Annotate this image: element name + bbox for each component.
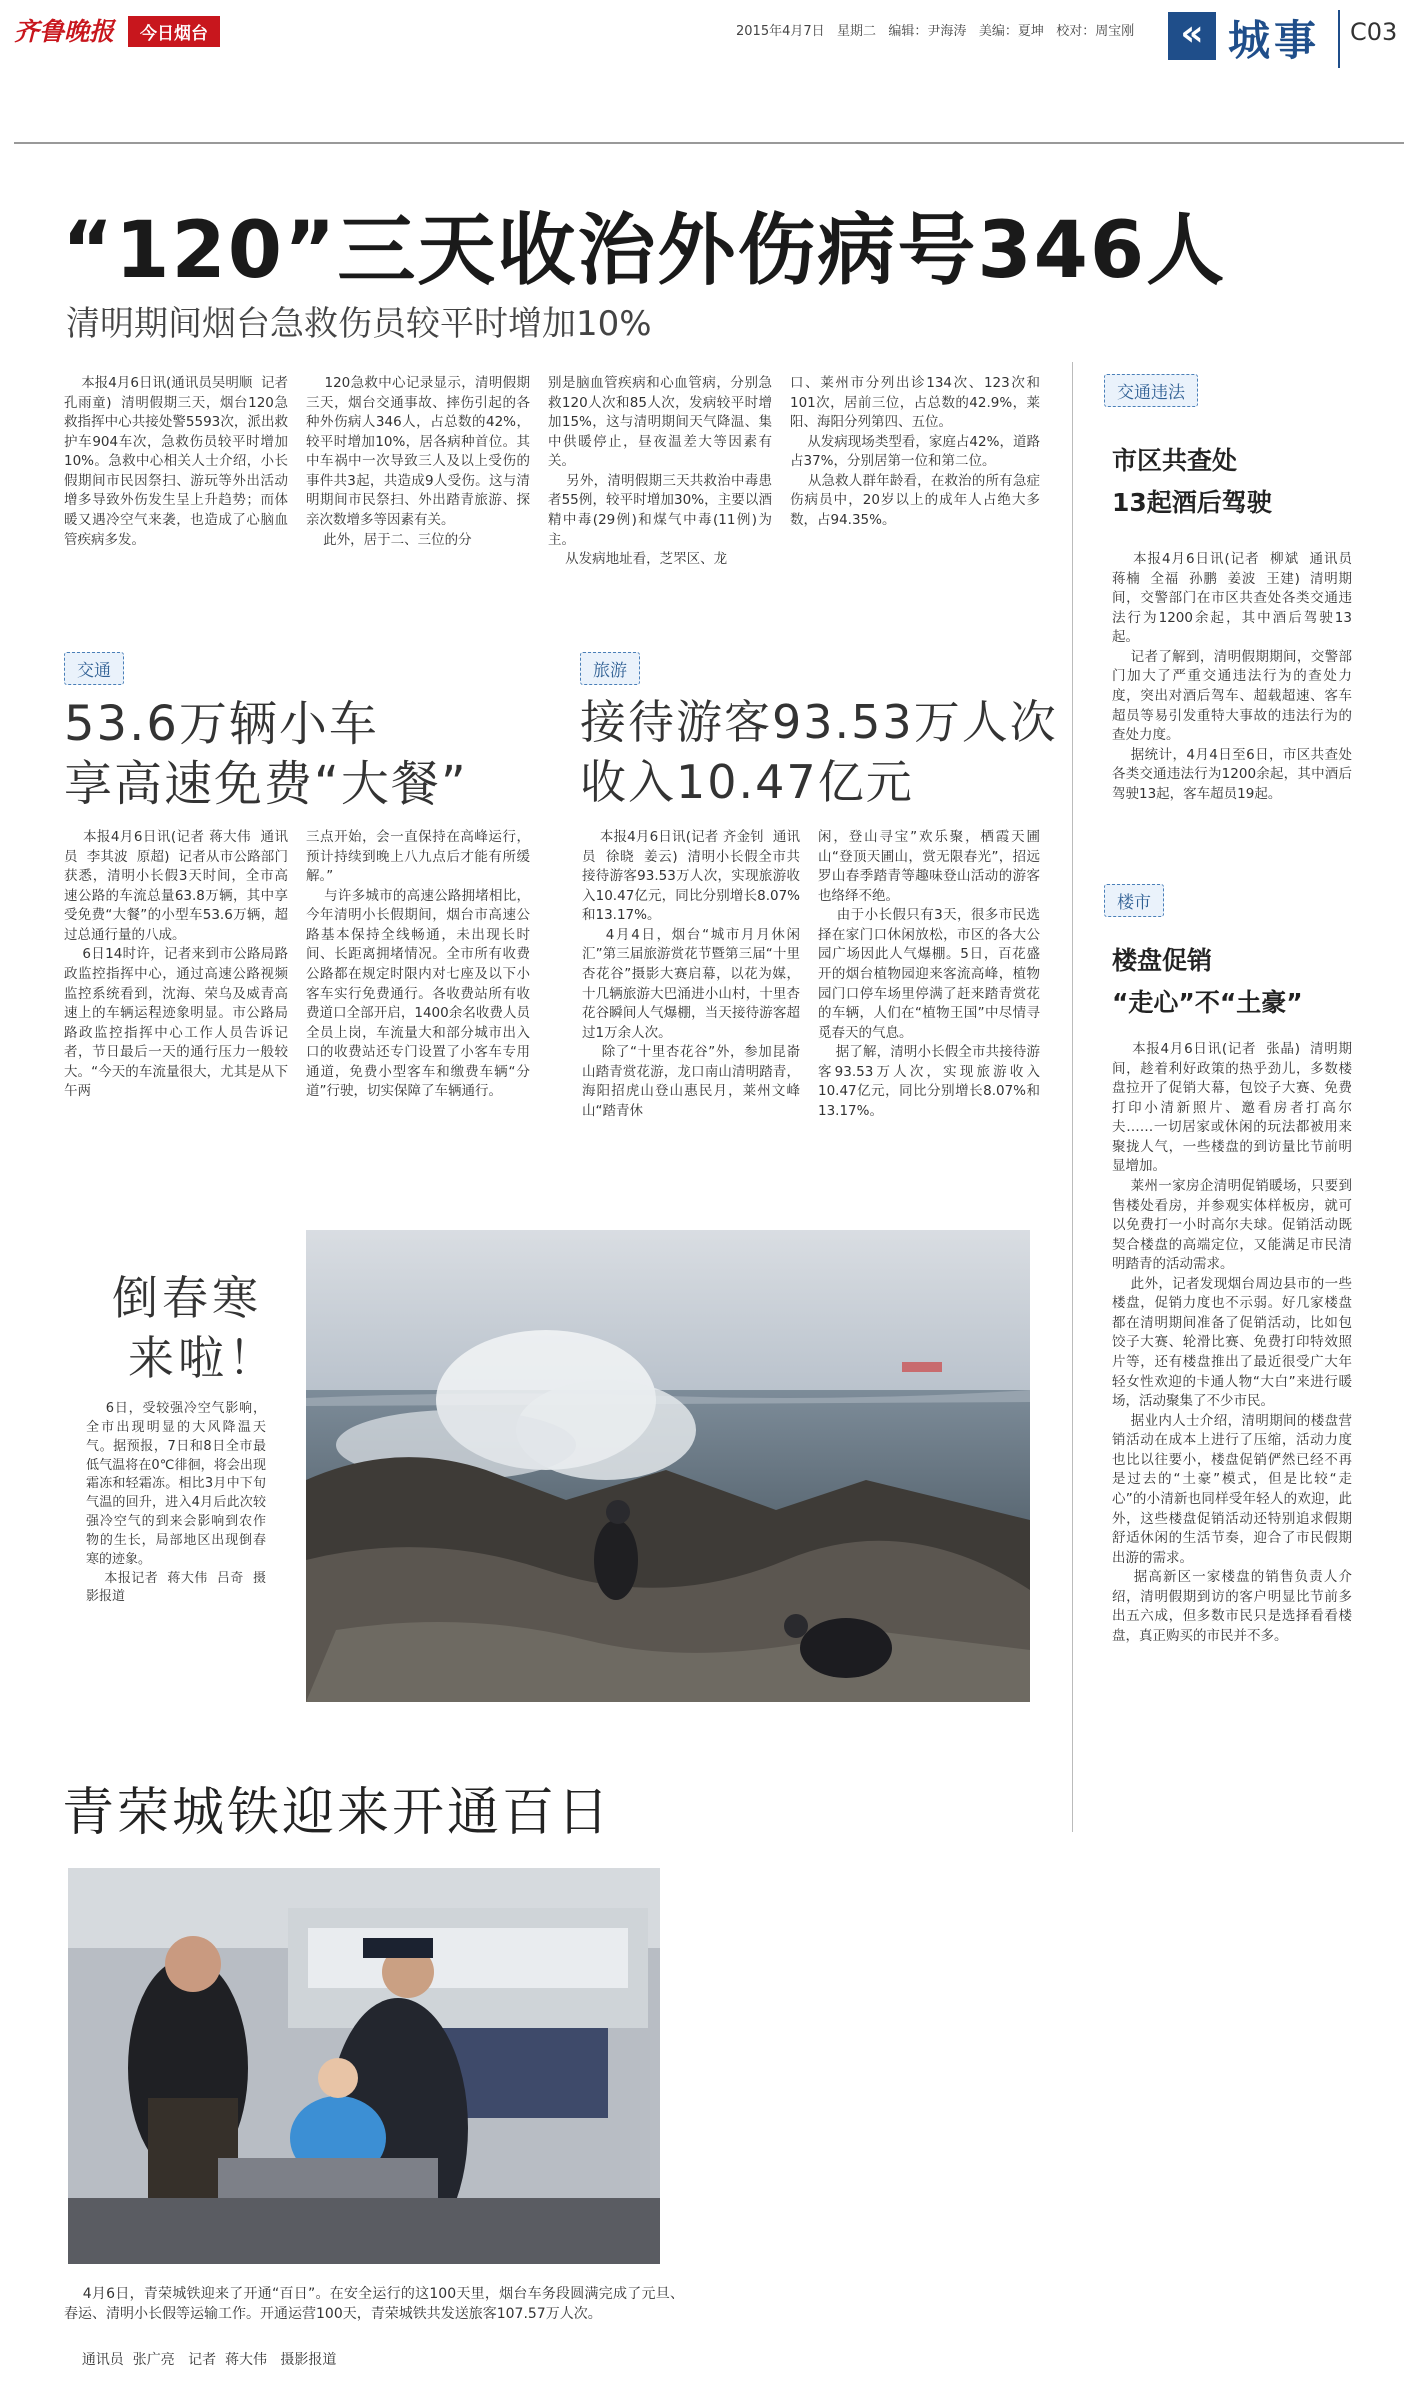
metro-credit: 通讯员 张广亮 记者 蒋大伟 摄影报道 xyxy=(64,2352,337,2368)
column-divider xyxy=(1338,10,1340,68)
violation-headline-2: 13起酒后驾驶 xyxy=(1112,488,1272,517)
traffic-col-1: 本报4月6日讯(记者 蒋大伟 通讯员 李其波 原超) 记者从市公路部门获悉，清明小长假3天时间，全市高速公路的车流总量63.8万辆，其中享受免费“大餐”的小型车53.6万辆，超过总通行量的八成。 6日14时许，记者来到市公路局路政监控指挥中心，通过高速公路视频监控系统看到，沈海、荣乌及威青高速上的车辆运程迹象明显。市公路局路政监控指挥中心工作人员告诉记者，节日最后一天的通行压力一般较大。“今天的车流量很大，尤其是从下午两 xyxy=(64,829,288,1100)
issue-meta: 2015年4月7日 星期二 编辑：尹海涛 美编：夏坤 校对：周宝刚 xyxy=(736,24,1135,39)
masthead xyxy=(0,0,1417,80)
coastal-wave-image xyxy=(306,1230,1030,1702)
property-headline-1: 楼盘促销 xyxy=(1112,946,1213,975)
column-badge xyxy=(1168,12,1216,60)
coastal-wave-photo xyxy=(306,1230,1030,1702)
property-headline-2: “走心”不“土豪” xyxy=(1112,988,1303,1017)
tourism-col-1: 本报4月6日讯(记者 齐金钊 通讯员 徐晓 姜云) 清明小长假全市共接待游客93.53万人次，实现旅游收入10.47亿元，同比分别增长8.07%和13.17%。 4月4日，烟台“城市月月休闲汇”第三届旅游赏花节暨第三届“十里杏花谷”摄影大赛启幕，以花为媒，十几辆旅游大巴涌进小山村，十里杏花谷瞬间人气爆棚，当天接待游客超过1万余人次。 除了“十里杏花谷”外，参加昆嵛山踏青赏花游，龙口南山清明踏青，海阳招虎山登山惠民月，莱州文峰山“踏青休 xyxy=(582,829,800,1119)
tag-traffic-violation: 交通违法 xyxy=(1104,374,1198,407)
tag-tourism: 旅游 xyxy=(580,652,640,685)
double-chevron-icon: « xyxy=(1180,13,1204,54)
newspaper-logo: 齐鲁晚报 xyxy=(14,17,115,46)
traffic-headline-2: 享高速免费“大餐” xyxy=(64,756,468,812)
column-title: 城事 xyxy=(1228,16,1321,65)
cold-text: 6日，受较强冷空气影响，全市出现明显的大风降温天气。据预报，7日和8日全市最低气温将在0℃徘徊，将会出现霜冻和轻霜冻。相比3月中下旬气温的回升，进入4月后此次较强冷空气的到来会影响到农作物的生长，局部地区出现倒春寒的迹象。 本报记者 蒋大伟 吕奇 摄影报道 xyxy=(86,1401,266,1605)
section-label: 今日烟台 xyxy=(128,16,220,47)
violation-text: 本报4月6日讯(记者 柳斌 通讯员 蒋楠 全福 孙鹏 姜波 王建) 清明期间，交警部门在市区共查处各类交通违法行为1200余起，其中酒后驾驶13起。 记者了解到，清明假期期间，交警部门加大了严重交通违法行为的查处力度，突出对酒后驾车、超载超速、客车超员等易引发重特大事故的违法行为的查处力度。 据统计，4月4日至6日，市区共查处各类交通违法行为1200余起，其中酒后驾驶13起，客车超员19起。 xyxy=(1112,551,1352,802)
main-subheadline: 清明期间烟台急救伤员较平时增加10% xyxy=(66,304,652,344)
train-station-image xyxy=(68,1868,660,2264)
tag-property: 楼市 xyxy=(1104,884,1164,917)
traffic-col-2: 三点开始，会一直保持在高峰运行，预计持续到晚上八九点后才能有所缓解。” 与许多城市的高速公路拥堵相比，今年清明小长假期间，烟台市高速公路基本保持全线畅通，未出现长时间、长距离拥堵情况。全市所有收费公路都在规定时限内对七座及以下小客车实行免费通行。各收费站所有收费道口全部开启，1400余名收费人员全员上岗，车流量大和部分城市出入口的收费站还专门设置了小客车专用通道，免费小型客车和缴费车辆“分道”行驶，切实保障了车辆通行。 xyxy=(306,829,531,1100)
tourism-headline-2: 收入10.47亿元 xyxy=(580,755,914,809)
tourism-headline-1: 接待游客93.53万人次 xyxy=(580,695,1058,749)
property-text: 本报4月6日讯(记者 张晶) 清明期间，趁着利好政策的热乎劲儿，多数楼盘拉开了促销大幕，包饺子大赛、免费打印小清新照片、邀看房者打高尔夫……一切居家或休闲的玩法都被用来聚拢人气，一些楼盘的到访量比节前明显增加。 莱州一家房企清明促销暖场，只要到售楼处看房，并参观实体样板房，就可以免费打一小时高尔夫球。促销活动既契合楼盘的高端定位，又能满足市民清明踏青的活动需求。 此外，记者发现烟台周边县市的一些楼盘，促销力度也不示弱。好几家楼盘都在清明期间准备了促销活动，比如包饺子大赛、轮滑比赛、免费打印特效照片等，还有楼盘推出了最近很受广大年轻女性欢迎的卡通人物“大白”来进行暖场，活动聚集了不少市民。 据业内人士介绍，清明期间的楼盘营销活动在成本上进行了压缩，活动力度也比以往要小，楼盘促销俨然已经不再是过去的“土豪”模式，但是比较“走心”的小清新也同样受年轻人的欢迎，此外，这些楼盘促销活动还特别追求假期舒适休闲的生活节奏，迎合了市民假期出游的需求。 据高新区一家楼盘的销售负责人介绍，清明假期到访的客户明显比节前多出五六成，但多数市民只是选择看看楼盘，真正购买的市民并不多。 xyxy=(1112,1041,1352,1644)
tag-traffic: 交通 xyxy=(64,652,124,685)
sidebar-divider xyxy=(1072,362,1073,1832)
traffic-headline-1: 53.6万辆小车 xyxy=(64,696,379,752)
cold-headline-2: 来啦！ xyxy=(128,1331,278,1385)
metro-caption: 4月6日，青荣城铁迎来了开通“百日”。在安全运行的这100天里，烟台车务段圆满完成了元旦、春运、清明小长假等运输工作。开通运营100天，青荣城铁共发送旅客107.57万人次。 xyxy=(64,2286,684,2323)
metro-headline: 青荣城铁迎来开通百日 xyxy=(62,1783,613,1843)
violation-headline-1: 市区共查处 xyxy=(1112,446,1238,475)
cold-headline-1: 倒春寒 xyxy=(112,1271,262,1325)
headline-col-2: 120急救中心记录显示，清明假期三天，烟台交通事故、摔伤引起的各种外伤病人346人，占总数的42%，较平时增加10%，居各病种首位。其中车祸中一次导致三人及以上受伤的事件共3起，共造成9人受伤。这与清明期间市民祭扫、外出踏青旅游、探亲次数增多等因素有关。 此外，居于二、三位的分 xyxy=(306,375,530,548)
main-headline: “120”三天收治外伤病号346人 xyxy=(62,206,1227,296)
tourism-col-2: 闲，登山寻宝”欢乐聚，栖霞天圃山“登顶天圃山，赏无限春光”，招远罗山春季踏青等趣味登山活动的游客也络绎不绝。 由于小长假只有3天，很多市民选择在家门口休闲放松，市区的各大公园广场因此人气爆棚。5日，百花盛开的烟台植物园迎来客流高峰，植物园门口停车场里停满了赶来踏青赏花的车辆，人们在“植物王国”中尽情寻觅春天的气息。 据了解，清明小长假全市共接待游客93.53万人次，实现旅游收入10.47亿元，同比分别增长8.07%和13.17%。 xyxy=(818,829,1040,1119)
headline-col-3: 别是脑血管疾病和心血管病，分别急救120人次和85人次，发病较平时增加15%，这与清明期间天气降温、集中供暖停止，昼夜温差大等因素有关。 另外，清明假期三天共救治中毒患者55例，较平时增加30%，主要以酒精中毒(29例)和煤气中毒(11例)为主。 从发病地址看，芝罘区、龙 xyxy=(548,375,773,568)
headline-col-4: 口、莱州市分列出诊134次、123次和101次，居前三位，占总数的42.9%，莱阳、海阳分列第四、五位。 从发病现场类型看，家庭占42%，道路占37%，分别居第一位和第二位。 从急救人群年龄看，在救治的所有急症伤病员中，20岁以上的成年人占绝大多数，占94.35%。 xyxy=(790,375,1041,528)
train-station-photo xyxy=(68,1868,660,2264)
page-number: C03 xyxy=(1350,18,1398,46)
headline-col-1: 本报4月6日讯(通讯员吴明顺 记者 孔雨童) 清明假期三天，烟台120急救指挥中心共接处警5593次，派出救护车904车次，急救伤员较平时增加10%。急救中心相关人士介绍，小长假期间市民因祭扫、游玩等外出活动增多导致外伤发生呈上升趋势；而体暖又遇冷空气来袭，也造成了心脑血管疾病多发。 xyxy=(64,375,293,548)
masthead-rule xyxy=(14,142,1404,144)
